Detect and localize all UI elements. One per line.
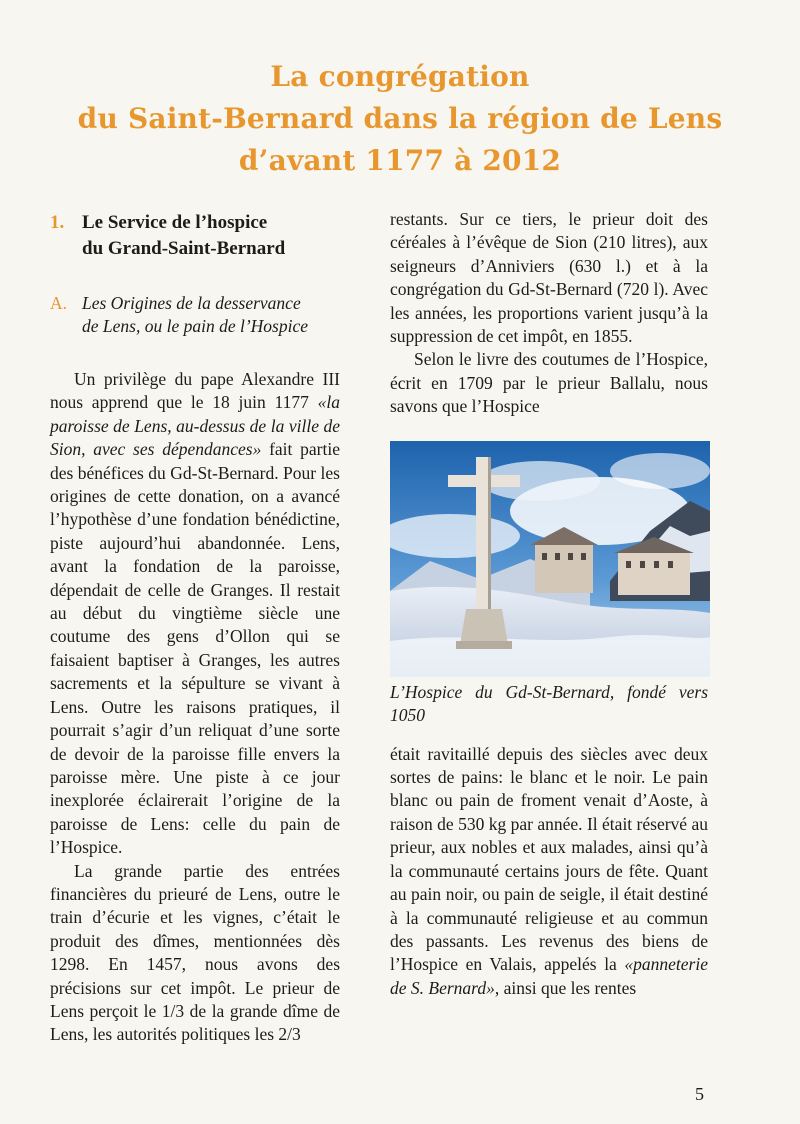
section-number: 1. xyxy=(50,212,65,233)
paragraph-privilege-end: fait partie des bénéfices du Gd-St-Bernard. Pour les origines de cette donation, on a avancé l’hypothèse d’une fondation bénédictine, piste aujourd’hui abandonnée. Lens, avant la fondation de la paroisse, dépendait de celle de Granges. Il restait au début du vingtième siècle une coutume des gens d’Ollon qui se faisaient baptiser à Granges, les autres sacrements et la sépulture se vivant à Lens. Outre les raisons pratiques, il pourrait s’agir d’un reliquat d’une sorte de devoir de la paroisse fille envers la paroisse mère. Une piste à ce jour inexplorée éclairerait l’origine de la paroisse de Lens: celle du pain de l’Hospice. xyxy=(50,439,340,858)
title-line-2: du Saint-Bernard dans la région de Lens xyxy=(77,102,723,135)
left-column xyxy=(50,210,340,1047)
paragraph-dimes: La grande partie des entrées financières du prieuré de Lens, outre le train d’écurie et les vignes, c’était le produit des dîmes, mentionnées dès 1298. En 1457, nous avons des précisions sur cet impôt. Le prieur de Lens perçoit le 1/3 de la grande dîme de Lens, les autorités politiques les 2/3 xyxy=(50,860,340,1045)
subsection-letter: A. xyxy=(50,293,68,313)
paragraph-restants: restants. Sur ce tiers, le prieur doit des céréales à l’évêque de Sion (210 litres), aux seigneurs d’Anniviers (630 l.) et à la congrégation du Gd-St-Bernard (720 l). Avec les années, les proportions varient jusqu’à la suppression de cet impôt, en 1855. xyxy=(390,209,708,347)
paragraph-privilege-quote: «la paroisse de Lens, au-dessus de la ville de Sion, avec ses dépendances» xyxy=(50,392,340,460)
page-title xyxy=(40,56,760,182)
section-title xyxy=(82,210,285,262)
section-title-line-1: Le Service de l’hospice xyxy=(82,212,268,233)
right-column xyxy=(390,208,708,1000)
paragraph-coutumes: Selon le livre des coutumes de l’Hospice, écrit en 1709 par le prieur Ballalu, nous savons que l’Hospice xyxy=(390,349,708,417)
page-number: 5 xyxy=(695,1084,704,1104)
paragraph-pains-end: , ainsi que les rentes xyxy=(494,977,637,998)
hospice-photo xyxy=(390,441,710,677)
subsection-title xyxy=(82,292,308,338)
section-title-line-2: du Grand-Saint-Bernard xyxy=(82,238,286,259)
paragraph-pains-quote: «panneterie de S. Bernard» xyxy=(390,954,708,998)
subsection-title-line-2: de Lens, ou le pain de l’Hospice xyxy=(82,316,308,336)
section-heading xyxy=(50,210,340,262)
title-line-3: d’avant 1177 à 2012 xyxy=(238,144,562,177)
subsection-title-line-1: Les Origines de la desservance xyxy=(82,293,301,313)
paragraph-privilege-start: Un privilège du pape Alexandre III nous apprend que le 18 juin 1177 xyxy=(50,369,340,413)
paragraph-pains xyxy=(390,743,708,1000)
subsection-heading xyxy=(50,292,340,338)
paragraph-privilege xyxy=(50,368,340,860)
title-line-1: La congrégation xyxy=(270,60,530,93)
photo-caption: L’Hospice du Gd-St-Bernard, fondé vers 1050 xyxy=(390,681,708,725)
paragraph-pains-start: était ravitaillé depuis des siècles avec deux sortes de pains: le blanc et le noir. Le pain blanc ou pain de froment venait d’Aoste, à raison de 530 kg par année. Il était réservé au prieur, aux nobles et aux malades, ainsi qu’à la communauté certains jours de fête. Quant au pain noir, ou pain de seigle, il était destiné à la communauté religieuse et au commun des passants. Les revenus des biens de l’Hospice en Valais, appelés la xyxy=(390,743,708,975)
